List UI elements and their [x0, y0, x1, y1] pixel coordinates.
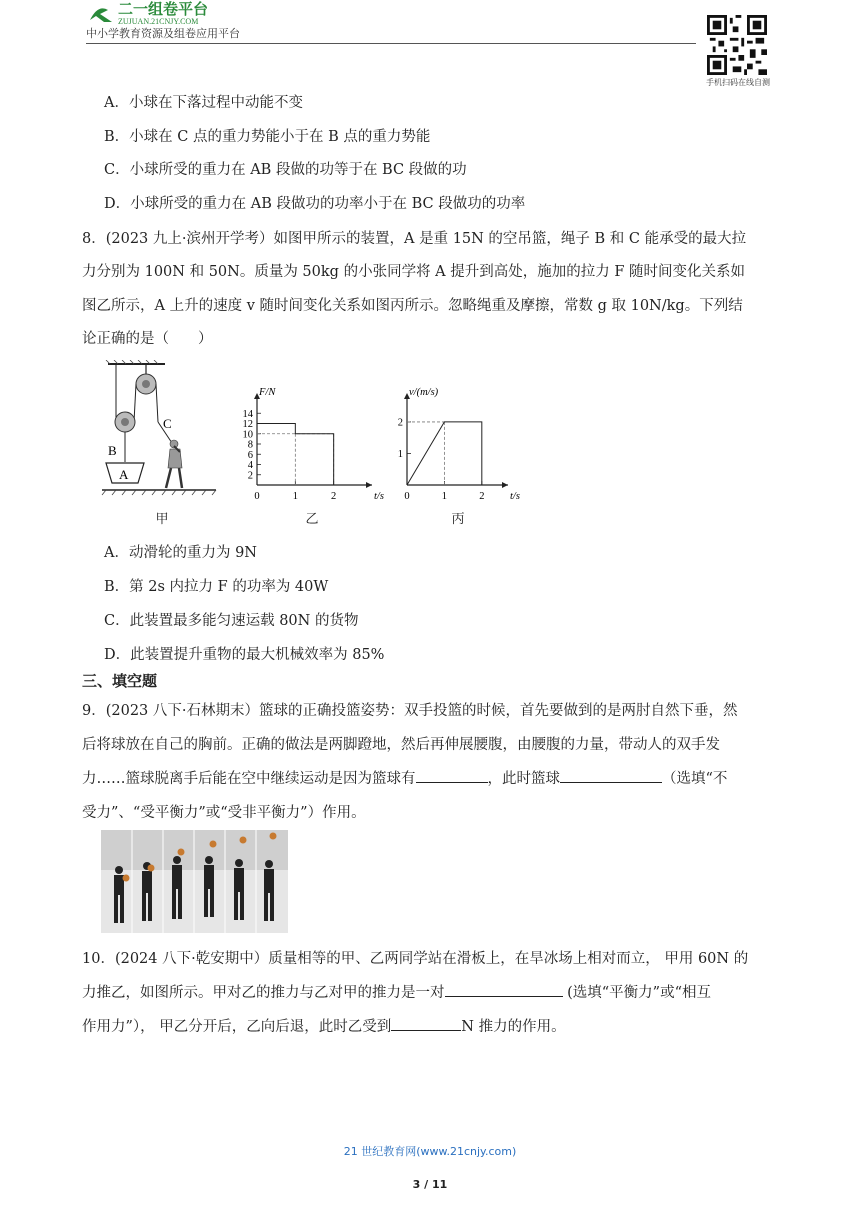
- caption-yi: 乙: [305, 512, 319, 527]
- q8-option-a: A．动滑轮的重力为 9N: [104, 545, 257, 561]
- y-axis-label: v/(m/s): [409, 387, 439, 398]
- x-tick-label: 2: [331, 491, 337, 502]
- q10-text-c: 作用力”）， 甲乙分开后，乙向后退，此时乙受到: [82, 1019, 392, 1035]
- q8-stem-line-4: 论正确的是（ ）: [82, 331, 213, 347]
- force-time-chart: [232, 385, 387, 505]
- y-tick-label: 14: [242, 408, 253, 420]
- q8-stem-line-3: 图乙所示，A 上升的速度 v 随时间变化关系如图丙所示。忽略绳重及摩擦，常数 g 取 10N/kg。下列结: [82, 298, 743, 314]
- y-tick-label: 12: [242, 419, 253, 430]
- q9-blank-1[interactable]: [416, 768, 488, 783]
- rope-c-label: C: [163, 416, 172, 431]
- x-tick-label: 0: [404, 491, 410, 502]
- pulley-figure: [100, 360, 220, 505]
- q10-text-d: N 推力的作用。: [461, 1019, 566, 1035]
- q9-line-2: 后将球放在自己的胸前。正确的做法是两脚蹬地，然后再伸展腰腹，由腰腹的力量，带动人的双手发: [82, 737, 720, 753]
- qr-code-icon[interactable]: [707, 15, 767, 75]
- x-tick-label: 1: [441, 491, 448, 502]
- rope-b-label: B: [108, 443, 117, 458]
- basketball-shot-photo: [101, 830, 288, 933]
- q9-text-a: 力……篮球脱离手后能在空中继续运动是因为篮球有: [82, 771, 416, 787]
- q9-text-c: （选填“不: [662, 771, 728, 787]
- section-title: 三、填空题: [82, 672, 158, 690]
- q7-option-b: B．小球在 C 点的重力势能小于在 B 点的重力势能: [104, 129, 431, 145]
- q9-line-1: 9．(2023 八下·石林期末）篮球的正确投篮姿势：双手投篮的时候，首先要做到的是两肘自然下垂，然: [82, 703, 738, 719]
- velocity-time-chart: [380, 385, 530, 505]
- y-axis-label: F/N: [259, 387, 276, 398]
- basket-a-label: A: [119, 467, 129, 482]
- q8-option-b: B．第 2s 内拉力 F 的功率为 40W: [104, 579, 329, 595]
- q10-line-1: 10．(2024 八下·乾安期中）质量相等的甲、乙两同学站在滑板上，在旱冰场上相对而立， 甲用 60N 的: [82, 951, 749, 967]
- q7-option-c: C．小球所受的重力在 AB 段做的功等于在 BC 段做的功: [104, 162, 467, 178]
- q10-text-b: (选填“平衡力”或“相互: [562, 985, 712, 1001]
- logo-text: 二一组卷平台: [118, 2, 209, 18]
- y-tick-label: 8: [247, 439, 253, 451]
- q10-blank-2[interactable]: [391, 1016, 461, 1031]
- page-number: 3 / 11: [412, 1178, 448, 1191]
- x-tick-label: 1: [292, 491, 298, 502]
- caption-jia: 甲: [155, 512, 169, 527]
- q10-text-a: 力推乙，如图所示。甲对乙的推力与乙对甲的推力是一对: [82, 985, 445, 1001]
- q10-blank-1[interactable]: [445, 982, 563, 997]
- x-axis-arrow: [502, 482, 508, 488]
- qr-caption: 手机扫码在线自测: [706, 78, 770, 87]
- site-logo: [86, 0, 286, 26]
- q7-option-d: D．小球所受的重力在 AB 段做功的功率小于在 BC 段做功的功率: [104, 196, 526, 212]
- caption-bing: 丙: [451, 512, 465, 527]
- header-divider: [86, 43, 696, 44]
- y-tick-label: 2: [397, 417, 403, 429]
- q7-option-a: A．小球在下落过程中动能不变: [104, 95, 303, 111]
- q9-line-4: 受力”、“受平衡力”或“受非平衡力”）作用。: [82, 805, 366, 821]
- y-tick-label: 6: [247, 449, 253, 461]
- x-axis-label: t/s: [374, 491, 384, 502]
- q8-option-d: D．此装置提升重物的最大机械效率为 85%: [104, 647, 385, 663]
- x-axis-label: t/s: [510, 491, 520, 502]
- x-tick-label: 0: [254, 491, 260, 502]
- q10-line-3: [82, 1015, 566, 1036]
- q9-text-b: ，此时篮球: [487, 771, 560, 787]
- y-tick-label: 4: [247, 460, 253, 471]
- y-tick-label: 10: [242, 429, 253, 441]
- footer-site-link[interactable]: 21 世纪教育网(www.21cnjy.com): [343, 1145, 517, 1158]
- logo-url: ZUJUAN.21CNJY.COM: [118, 17, 199, 26]
- x-axis-arrow: [366, 482, 372, 488]
- q10-line-2: [82, 981, 711, 1002]
- y-tick-label: 1: [397, 448, 403, 460]
- q9-blank-2[interactable]: [560, 768, 662, 783]
- q8-stem-line-2: 力分别为 100N 和 50N。质量为 50kg 的小张同学将 A 提升到高处，施加的拉力 F 随时间变化关系如: [82, 264, 746, 280]
- q8-stem-line-1: 8．(2023 九上·滨州开学考）如图甲所示的装置，A 是重 15N 的空吊篮，绳子 B 和 C 能承受的最大拉: [82, 231, 747, 247]
- y-tick-label: 2: [247, 470, 253, 482]
- header-subtitle: 中小学教育资源及组卷应用平台: [86, 27, 240, 40]
- x-tick-label: 2: [479, 491, 485, 502]
- q8-option-c: C．此装置最多能匀速运载 80N 的货物: [104, 613, 359, 629]
- q9-line-3: [82, 767, 727, 788]
